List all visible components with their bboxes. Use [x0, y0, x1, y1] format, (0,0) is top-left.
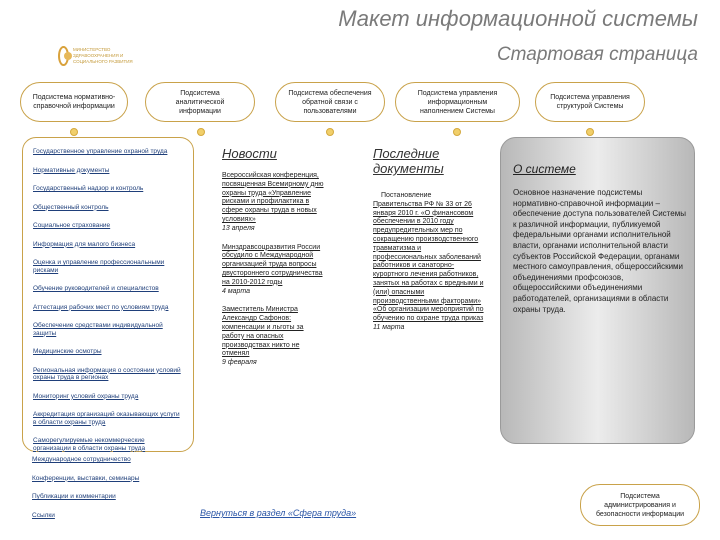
page-subtitle: Стартовая страница — [496, 44, 698, 65]
connector-dot-icon — [453, 128, 461, 136]
bottom-navigation — [32, 456, 202, 530]
about-text: Основное назначение подсистемы нормативно-справочной информации – обеспечение доступа пользователей Системы к различной информации, публикуемой федеральными органами исполнительной власти, органами исполнительной власти субъектов Российской Федерации, органами местного самоуправления, общероссийскими объединениями профсоюзов, общероссийскими объединениями работодателей, организациями в области охраны труда. — [513, 188, 686, 314]
news-item-link[interactable]: Минздравсоцразвития России обсудило с Международной организацией труда вопросы двустороннего сотрудничества на 2010-2012 годы — [222, 243, 323, 286]
nav-link-conferences[interactable]: Конференции, выставки, семинары — [32, 474, 140, 482]
document-item — [373, 192, 485, 333]
subsystem-administration[interactable] — [580, 484, 700, 526]
back-to-labor-section-link[interactable]: Вернуться в раздел «Сфера труда» — [200, 508, 357, 518]
nav-link-normative-docs[interactable]: Нормативные документы — [33, 166, 110, 174]
subsystem-analytics[interactable] — [145, 82, 255, 122]
news-item — [222, 172, 327, 234]
documents-heading[interactable]: Последние документы — [373, 146, 444, 176]
subsystem-label: Подсистема администрирования и безопасности информации — [595, 492, 685, 518]
nav-link-social-insurance[interactable]: Социальное страхование — [33, 222, 111, 229]
ministry-logo — [58, 36, 138, 76]
nav-link-state-management[interactable]: Государственное управление охраной труда — [33, 148, 168, 155]
news-list — [222, 172, 327, 378]
nav-link-risk-management[interactable]: Оценка и управление профессиональными рисками — [33, 259, 165, 274]
nav-link-publications[interactable]: Публикации и комментарии — [32, 493, 116, 500]
connector-dot-icon — [70, 128, 78, 136]
subsystem-content-management[interactable] — [395, 82, 520, 122]
subsystem-structure-management[interactable] — [535, 82, 645, 122]
documents-list — [373, 192, 485, 343]
nav-link-monitoring[interactable]: Мониторинг условий охраны труда — [33, 392, 139, 400]
nav-link-regional-info[interactable]: Региональная информация о состоянии условий охраны труда в регионах — [33, 366, 181, 381]
logo-caption: МИНИСТЕРСТВО ЗДРАВООХРАНЕНИЯ И СОЦИАЛЬНОГО РАЗВИТИЯ — [72, 47, 133, 64]
news-item-date: 4 марта — [222, 287, 251, 295]
nav-link-public-control[interactable]: Общественный контроль — [33, 203, 109, 211]
subsystem-reference-info[interactable] — [20, 82, 128, 122]
subsystem-feedback[interactable] — [275, 82, 385, 122]
news-item-date: 13 апреля — [222, 224, 255, 232]
connector-dot-icon — [586, 128, 594, 136]
news-item-link[interactable]: Заместитель Министра Александр Сафонов: компенсации и льготы за работу на опасных производствах никто не отменял — [222, 306, 304, 358]
nav-link-accreditation[interactable]: Аккредитация организаций оказывающих услуги в области охраны труда — [33, 411, 180, 426]
emblem-icon — [58, 46, 69, 66]
nav-link-state-supervision[interactable]: Государственный надзор и контроль — [33, 185, 144, 192]
nav-link-protective-equipment[interactable]: Обеспечение средствами индивидуальной защиты — [33, 322, 163, 337]
news-item — [222, 306, 327, 368]
left-navigation-panel — [22, 137, 194, 452]
nav-link-small-business[interactable]: Информация для малого бизнеса — [33, 240, 136, 248]
subsystem-label: Подсистема аналитической информации — [175, 89, 225, 115]
subsystem-label: Подсистема обеспечения обратной связи с пользователями — [288, 89, 372, 115]
nav-link-international[interactable]: Международное сотрудничество — [32, 456, 131, 463]
nav-link-self-regulating-orgs[interactable]: Саморегулируемые некоммерческие организации в области охраны труда — [33, 437, 146, 452]
document-link[interactable]: Правительства РФ № 33 от 26 января 2010 г. «О финансовом обеспечении в 2010 году предупредительных мер по сокращению производственного травматизма и профессиональных заболеваний работников и санаторно-курортного лечения работников, занятых на работах с вредными и (или) опасными производственными факторами» «Об организации мероприятий по обучению по охране труда приказ — [373, 200, 484, 323]
news-item-date: 9 февраля — [222, 359, 257, 367]
news-heading[interactable]: Новости — [222, 146, 277, 161]
nav-link-links[interactable]: Ссылки — [32, 511, 55, 519]
news-item-link[interactable]: Всероссийская конференция, посвященная Всемирному дню охраны труда «Управление рисками и профилактика в сфере охраны труда в новых условиях» — [222, 172, 324, 223]
nav-link-workplace-certification[interactable]: Аттестация рабочих мест по условиям труда — [33, 303, 169, 311]
page-title: Макет информационной системы — [338, 6, 698, 31]
about-heading[interactable]: О системе — [513, 162, 576, 176]
subsystem-label: Подсистема нормативно-справочной информации — [32, 94, 116, 110]
news-item — [222, 244, 327, 297]
connector-dot-icon — [197, 128, 205, 136]
nav-link-training[interactable]: Обучение руководителей и специалистов — [33, 285, 159, 292]
document-intro: Постановление — [381, 192, 432, 199]
about-system-panel — [500, 137, 695, 444]
connector-dot-icon — [326, 128, 334, 136]
nav-link-medical-exams[interactable]: Медицинские осмотры — [33, 348, 102, 355]
subsystem-label: Подсистема управления информационным наполнением Системы — [417, 89, 498, 115]
subsystem-label: Подсистема управления структурой Системы — [550, 94, 630, 110]
document-date: 11 марта — [373, 323, 405, 331]
